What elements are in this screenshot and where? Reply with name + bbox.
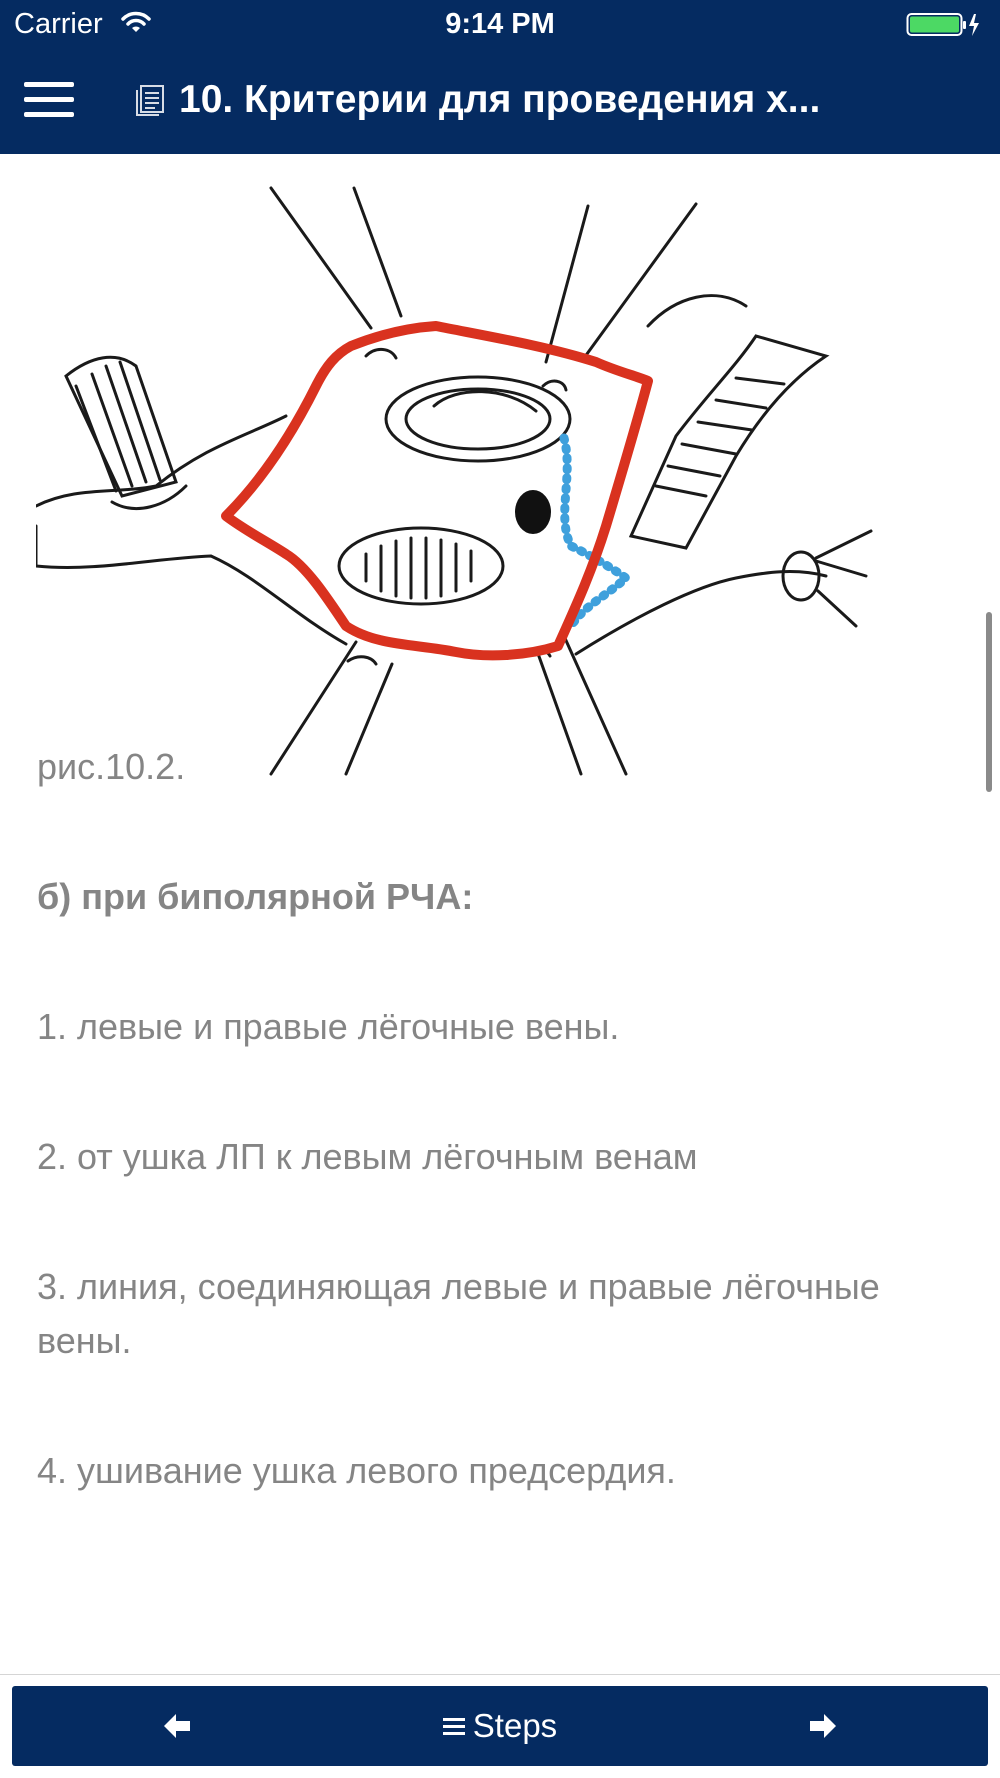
figure-caption: рис.10.2. [37, 746, 186, 787]
list-item: 4. ушивание ушка левого предсердия. [37, 1450, 676, 1491]
surgical-illustration [36, 186, 922, 776]
arrow-right-icon [810, 1714, 836, 1738]
list-item: 3. линия, соединяющая левые и правые лёгочные вены. [37, 1266, 880, 1361]
steps-label: Steps [472, 1707, 558, 1744]
arrow-left-icon [164, 1714, 190, 1738]
charging-icon [969, 14, 979, 36]
carrier-label: Carrier [14, 8, 103, 40]
app-header [0, 0, 1000, 154]
menu-icon[interactable] [24, 80, 74, 120]
status-bar [0, 0, 1000, 50]
battery-icon [906, 12, 982, 38]
bottom-divider [0, 1674, 1000, 1675]
previous-button[interactable] [12, 1686, 342, 1766]
list-item: 1. левые и правые лёгочные вены. [37, 1006, 620, 1047]
document-icon [134, 83, 168, 117]
bottom-navigation-bar [12, 1686, 988, 1766]
next-button[interactable] [658, 1686, 988, 1766]
steps-button[interactable] [342, 1686, 658, 1766]
list-item: 2. от ушка ЛП к левым лёгочным венам [37, 1136, 698, 1177]
content-scroll-area[interactable] [0, 154, 1000, 1674]
list-icon [443, 1716, 465, 1736]
navigation-bar [0, 50, 1000, 154]
scroll-indicator[interactable] [986, 612, 992, 792]
status-time: 9:14 PM [445, 8, 555, 40]
section-heading: б) при биполярной РЧА: [37, 876, 474, 917]
page-title: 10. Критерии для проведения х... [179, 78, 821, 121]
